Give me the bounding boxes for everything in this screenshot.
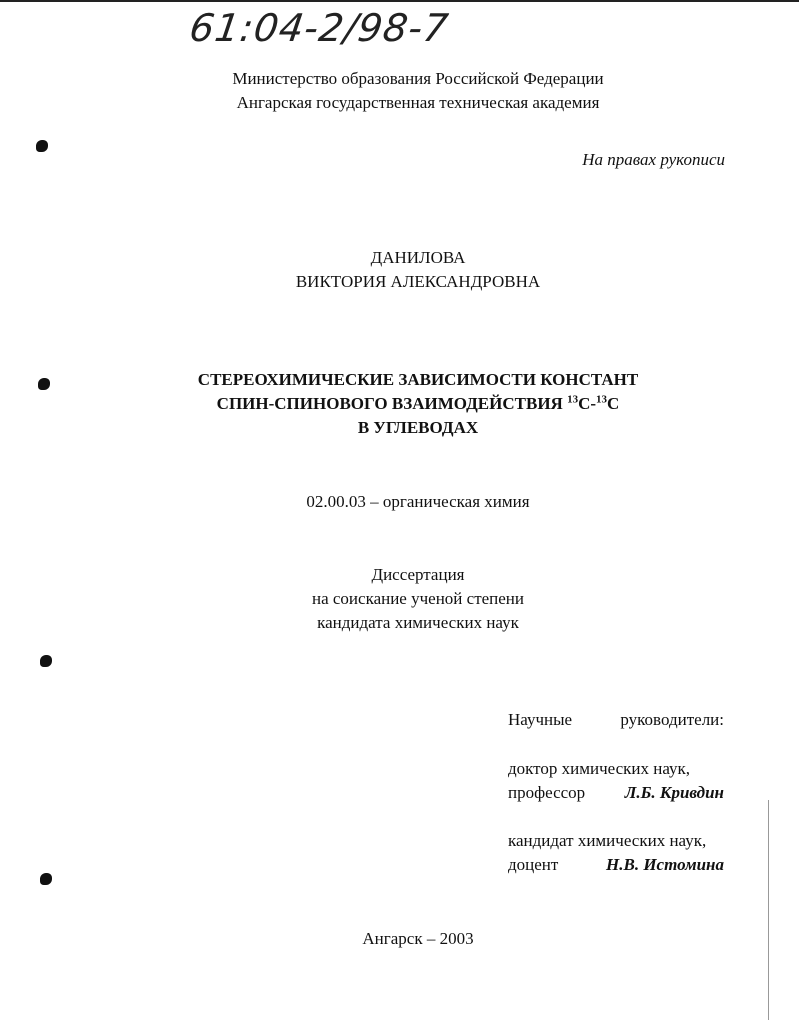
ministry-line: Министерство образования Российской Федерации	[232, 69, 604, 88]
supervisor-name: Л.Б. Кривдин	[624, 783, 724, 802]
binding-hole-mark	[36, 140, 48, 152]
supervisor-name: Н.В. Истомина	[606, 855, 724, 874]
dissertation-line-2: на соискание ученой степени	[311, 589, 525, 608]
author-block	[0, 246, 799, 294]
specialty-code: 02.00.03 – органическая химия	[306, 492, 530, 511]
binding-hole-mark	[38, 378, 50, 390]
place-and-year: Ангарск – 2003	[362, 929, 474, 948]
dissertation-line-3: кандидата химических наук	[317, 613, 519, 632]
dissertation-type	[0, 563, 799, 635]
supervisor-title: доцент	[508, 855, 559, 874]
supervisor-title: профессор	[508, 783, 586, 802]
supervisors-heading: Научные руководители:	[508, 710, 724, 729]
title-line-3: В УГЛЕВОДАХ	[357, 418, 479, 437]
manuscript-rights-note: На правах рукописи	[582, 150, 725, 169]
title-line-2: СПИН-СПИНОВОГО ВЗАИМОДЕЙСТВИЯ $^{13}$C-$^{13}$C	[216, 393, 620, 413]
title-line-1: СТЕРЕОХИМИЧЕСКИЕ ЗАВИСИМОСТИ КОНСТАНТ	[197, 370, 639, 389]
handwritten-catalog-number: 61:04-2/98-7	[186, 6, 452, 50]
institution-header	[0, 67, 799, 115]
author-surname: ДАНИЛОВА	[370, 248, 466, 267]
binding-hole-mark	[40, 873, 52, 885]
academy-line: Ангарская государственная техническая академия	[236, 93, 600, 112]
supervisor-first	[508, 757, 724, 805]
binding-hole-mark	[40, 655, 52, 667]
author-name: ВИКТОРИЯ АЛЕКСАНДРОВНА	[295, 272, 541, 291]
supervisor-degree: кандидат химических наук,	[508, 831, 707, 850]
supervisor-degree: доктор химических наук,	[508, 759, 691, 778]
thesis-title	[0, 368, 799, 440]
dissertation-line-1: Диссертация	[371, 565, 465, 584]
scan-artifact-line	[768, 800, 769, 1020]
scan-border	[0, 0, 799, 2]
supervisor-second	[508, 829, 724, 877]
